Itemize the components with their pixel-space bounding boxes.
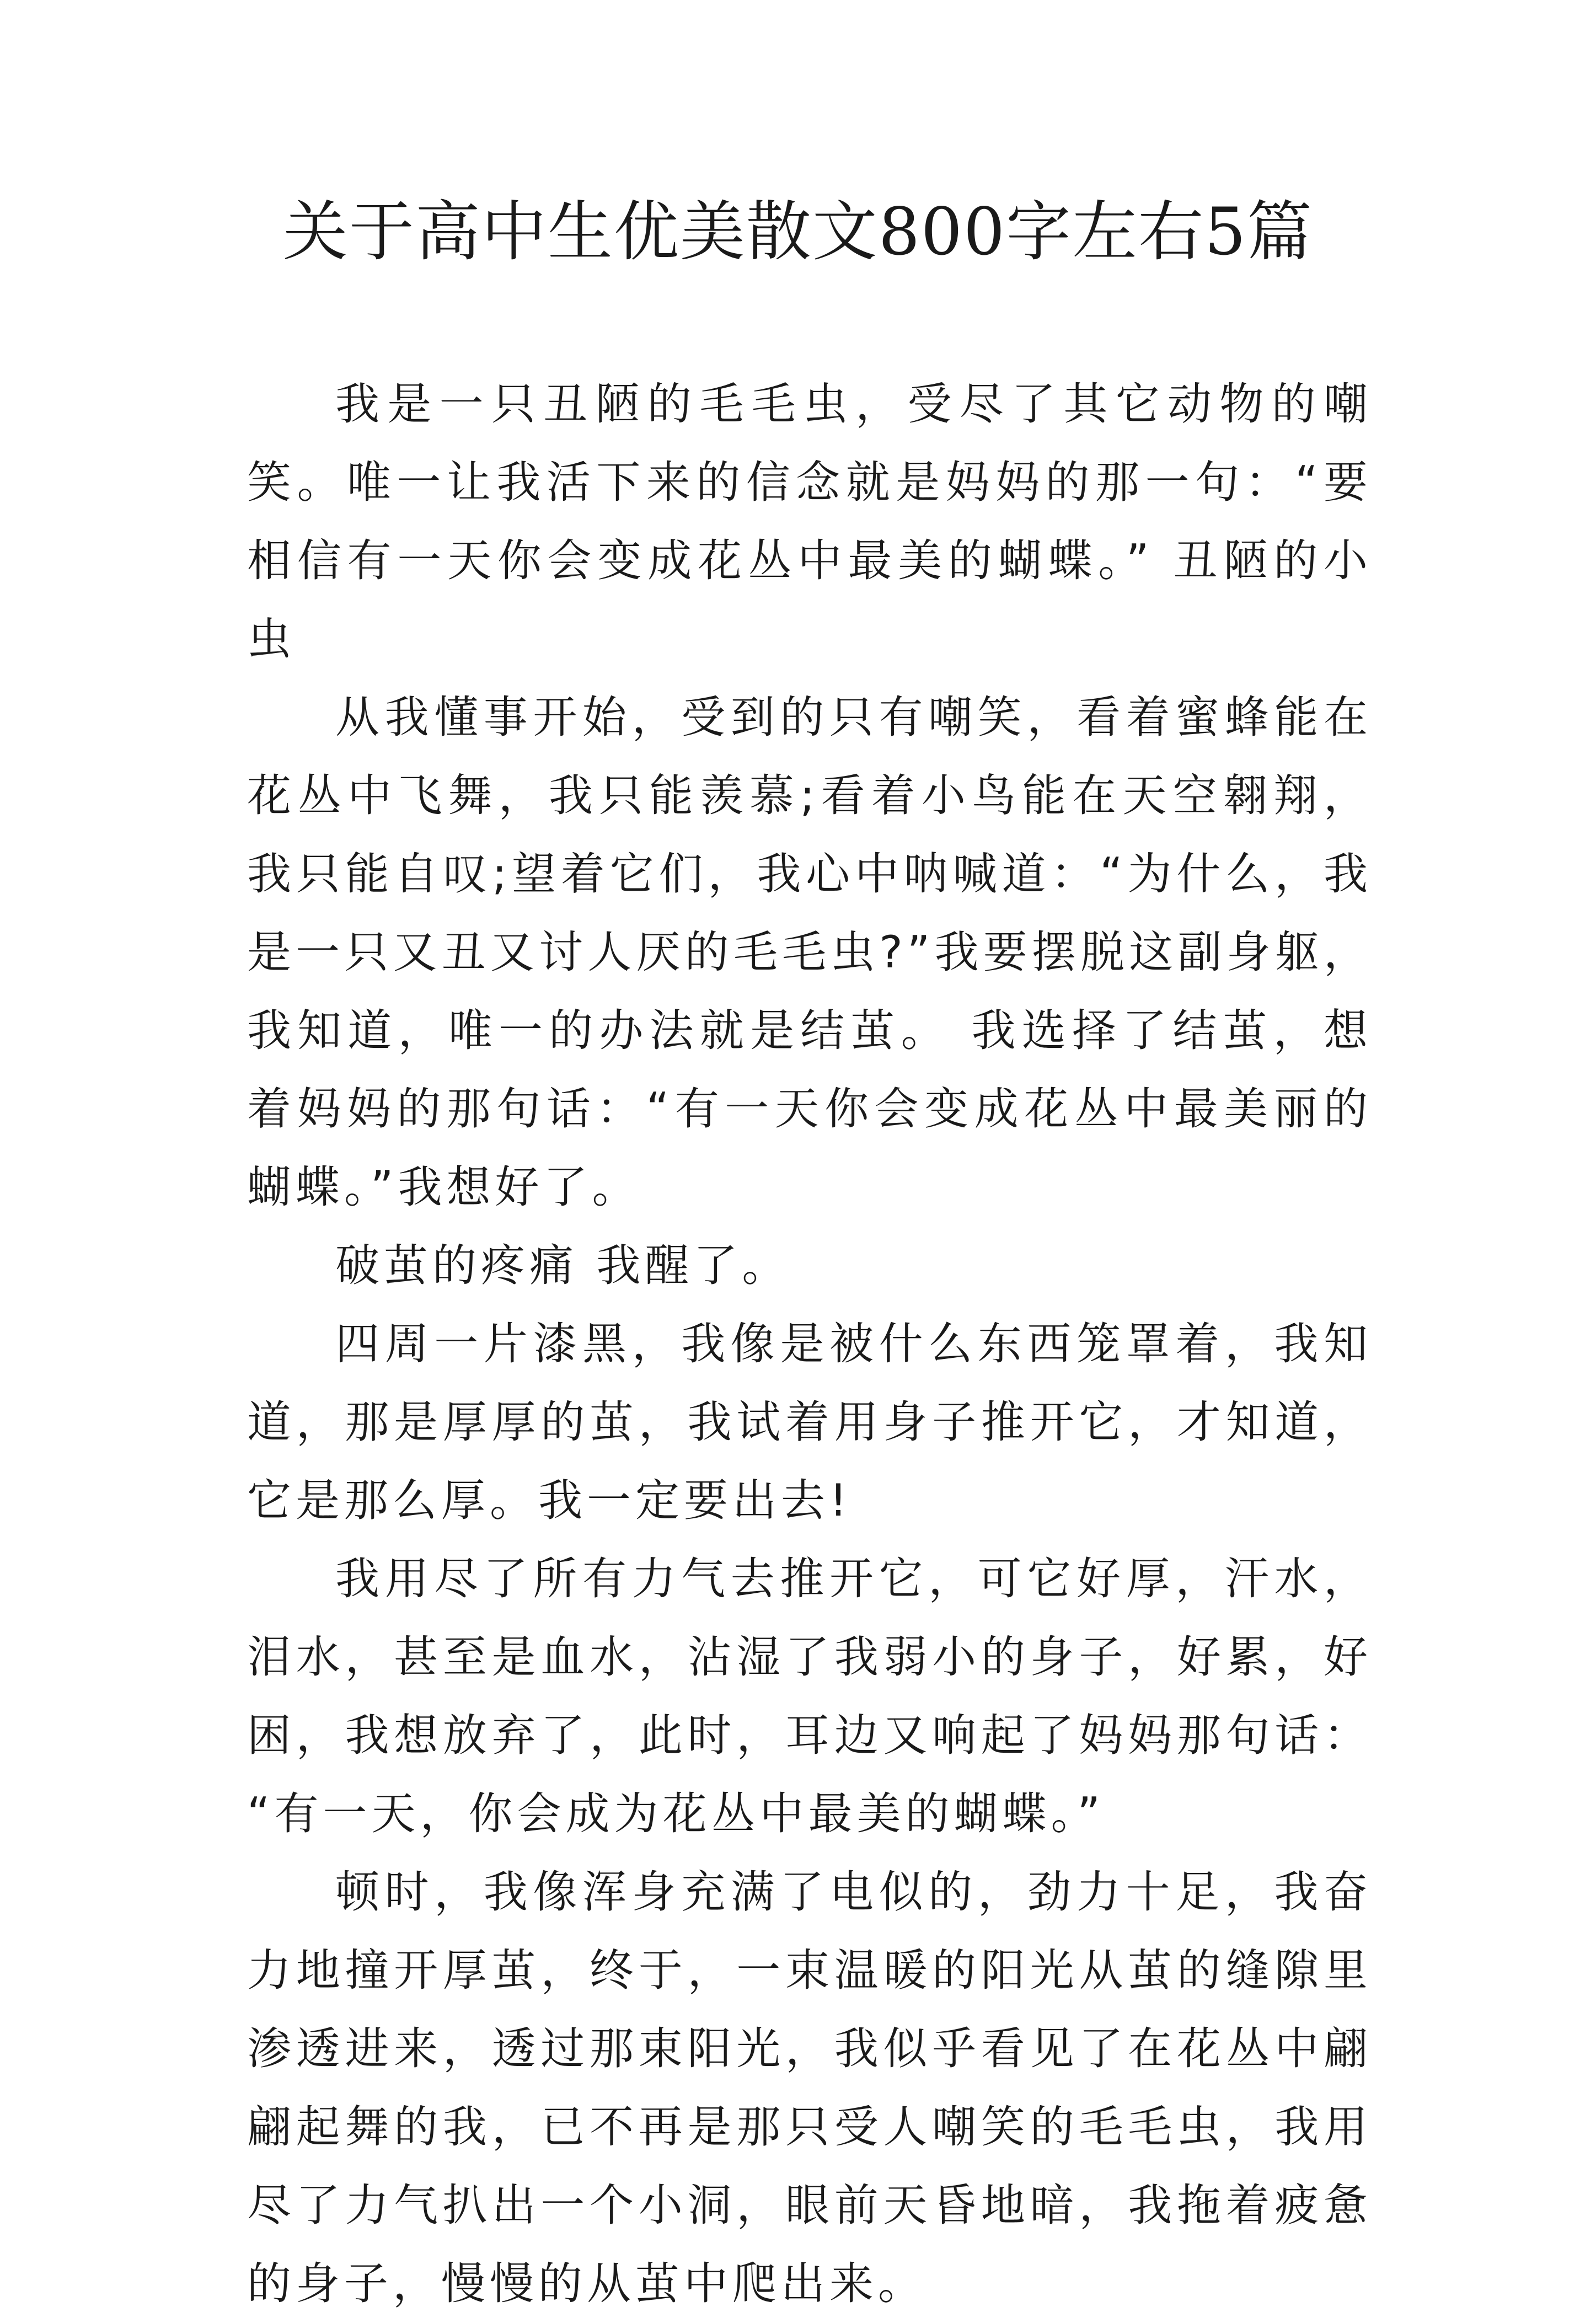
paragraph: 四周一片漆黑，我像是被什么东西笼罩着，我知道，那是厚厚的茧，我试着用身子推开它，才知道，它是那么厚。我一定要出去! (247, 1318, 1372, 1526)
document-title: 关于高中生优美散文800字左右5篇 (282, 194, 1314, 270)
paragraph: 顿时，我像浑身充满了电似的，劲力十足，我奋力地撞开厚茧，终于，一束温暖的阳光从茧的缝隙里渗透进来，透过那束阳光，我似乎看见了在花丛中翩翩起舞的我，已不再是那只受人嘲笑的毛毛虫，我用尽了力气扒出一个小洞，眼前天昏地暗，我拖着疲惫的身子，慢慢的从茧中爬出来。 (247, 1866, 1372, 2309)
document-body (247, 365, 1372, 2323)
paragraph: 我是一只丑陋的毛毛虫，受尽了其它动物的嘲笑。唯一让我活下来的信念就是妈妈的那一句：“要相信有一天你会变成花丛中最美的蝴蝶。” 丑陋的小虫 (247, 378, 1372, 665)
paragraph: 破茧的疼痛 我醒了。 (335, 1240, 791, 1291)
paragraph: 从我懂事开始，受到的只有嘲笑，看着蜜蜂能在花丛中飞舞，我只能羡慕;看着小鸟能在天空翱翔，我只能自叹;望着它们，我心中呐喊道：“为什么，我是一只又丑又讨人厌的毛毛虫?”我要摆脱这副身躯，我知道，唯一的办法就是结茧。 我选择了结茧，想着妈妈的那句话：“有一天你会变成花丛中最美丽的蝴蝶。”我想好了。 (247, 692, 1372, 1213)
paragraph: 我用尽了所有力气去推开它，可它好厚，汗水，泪水，甚至是血水，沾湿了我弱小的身子，好累，好困，我想放弃了，此时，耳边又响起了妈妈那句话： “有一天，你会成为花丛中最美的蝴蝶。” (247, 1553, 1372, 1839)
